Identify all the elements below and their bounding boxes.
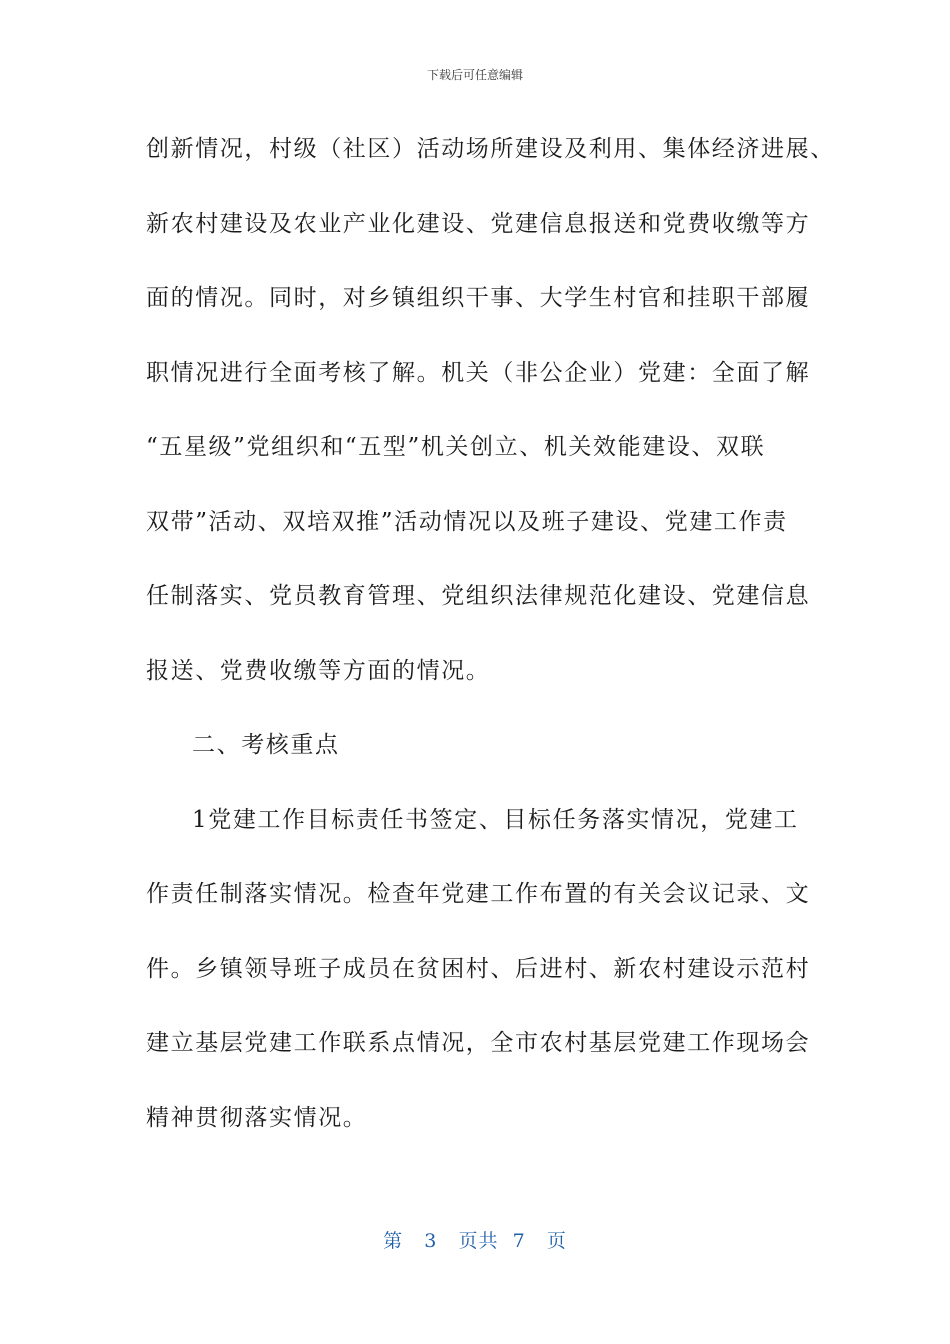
section-heading: 二、考核重点 bbox=[192, 732, 340, 758]
paragraph-line: 创新情况，村级（社区）活动场所建设及利用、集体经济进展、 bbox=[146, 136, 835, 162]
paragraph-line: 任制落实、党员教育管理、党组织法律规范化建设、党建信息 bbox=[146, 583, 811, 609]
page-label-suffix: 页 bbox=[546, 1230, 567, 1252]
header-note: 下载后可任意编辑 bbox=[426, 68, 523, 82]
current-page-number: 3 bbox=[424, 1230, 438, 1252]
paragraph-line: 双带”活动、双培双推”活动情况以及班子建设、党建工作责 bbox=[146, 508, 788, 535]
paragraph-line: 建立基层党建工作联系点情况，全市农村基层党建工作现场会 bbox=[146, 1030, 811, 1056]
paragraph-line: 职情况进行全面考核了解。机关（非公企业）党建：全面了解 bbox=[146, 359, 811, 386]
page-label-mid: 页共 bbox=[458, 1230, 499, 1252]
paragraph-line: 报送、党费收缴等方面的情况。 bbox=[146, 657, 491, 684]
paragraph-line: 作责任制落实情况。检查年党建工作布置的有关会议记录、文 bbox=[146, 881, 811, 907]
paragraph-line: 面的情况。同时，对乡镇组织干事、大学生村官和挂职干部履 bbox=[146, 285, 811, 311]
page-label-prefix: 第 bbox=[383, 1230, 404, 1252]
paragraph-line: 精神贯彻落实情况。 bbox=[146, 1104, 368, 1131]
total-pages-number: 7 bbox=[512, 1230, 526, 1252]
paragraph-line: 新农村建设及农业产业化建设、党建信息报送和党费收缴等方 bbox=[146, 210, 811, 237]
paragraph-line: 件。乡镇领导班子成员在贫困村、后进村、新农村建设示范村 bbox=[146, 955, 811, 982]
page-number-footer bbox=[0, 1226, 950, 1253]
paragraph-line: 1党建工作目标责任书签定、目标任务落实情况，党建工 bbox=[192, 806, 799, 833]
paragraph-line: “五星级”党组织和“五型”机关创立、机关效能建设、双联 bbox=[146, 434, 766, 460]
document-body bbox=[146, 112, 835, 1155]
